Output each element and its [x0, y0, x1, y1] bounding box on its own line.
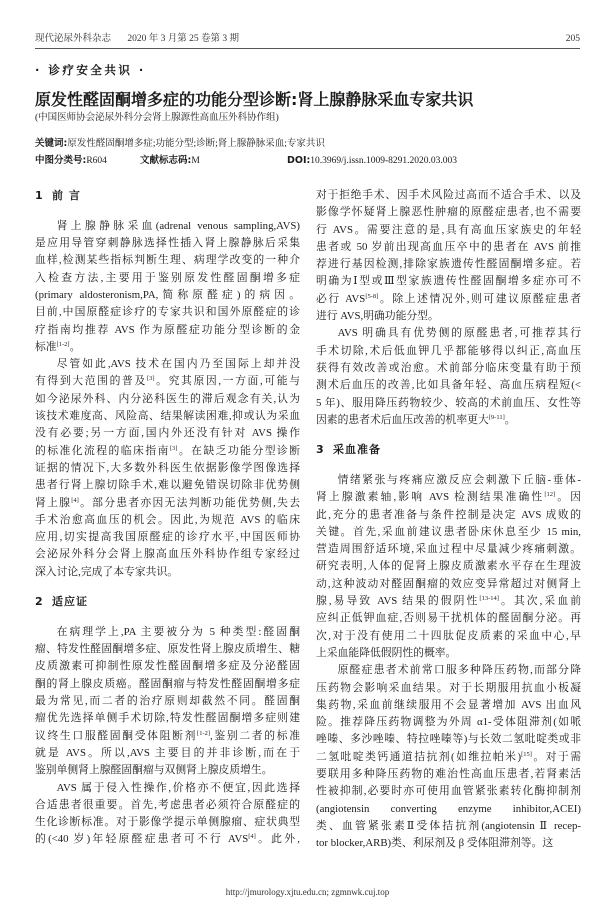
doi-label: DOI: [287, 155, 311, 166]
running-header [35, 31, 580, 49]
text-run: 标准 [35, 340, 57, 353]
text-line [35, 339, 300, 356]
classification-line [35, 154, 580, 168]
text-line: 酮的肾上腺皮质癌。醛固酮瘤与特发性醛固酮增多症 [35, 677, 300, 690]
article-authors: (中国医师协会泌尿外科分会肾上腺源性高血压外科协作组) [35, 113, 279, 123]
section-title: 前 言 [52, 189, 81, 202]
text-line [35, 443, 300, 460]
text-line: 压药物会影响采血结果。对于长期服用抗血小板凝 [316, 681, 581, 694]
clc-label: 中图分类号: [35, 155, 87, 166]
section-number: 2 [35, 595, 43, 609]
text-line: 入检查方法,主要用于鉴别原发性醛固酮增多症 [35, 271, 300, 284]
citation-superscript: [4] [71, 496, 79, 504]
text-line: AVS 属于侵入性操作,价格亦不便宜,因此选择 [56, 781, 300, 794]
text-line: 在病理学上,PA 主要被分为 5 种类型:醛固酮 [56, 625, 300, 638]
right-column [316, 187, 581, 855]
text-line: 患者或 50 岁前出现高血压卒中的患者在 AVS 前推 [316, 240, 581, 253]
text-line: 5 年)、服用降压药物较少、较高的术前血压、女性等 [316, 396, 581, 409]
keywords-text: 原发性醛固酮增多症;功能分型;诊断;肾上腺静脉采血;专家共识 [67, 139, 325, 149]
text-line: 对于拒绝手术、因手术风险过高而不适合手术、以及 [316, 189, 581, 201]
journal-name: 现代泌尿外科杂志 [35, 34, 112, 44]
paragraph [316, 662, 581, 852]
text-line: 动,这种波动对醛固酮瘤的效应变异常超过对侧肾上 [316, 577, 581, 590]
page-footer: http://jmurology.xjtu.edu.cn; zgmnwk.cuj.top [225, 887, 390, 897]
text-run: 必行 AVS [316, 292, 366, 305]
citation-superscript: [1-2] [56, 340, 70, 348]
text-line: 情绪紧张与疼痛应激反应会刺激下丘脑-垂体- [337, 473, 581, 486]
text-run: ,鉴别二者的标准 [210, 729, 300, 742]
citation-superscript: [13-14] [479, 595, 499, 603]
text-run: 。 [504, 413, 516, 426]
text-run: 。其次,采血前 [498, 595, 581, 608]
text-line: 类、血管紧张素Ⅱ受体拮抗剂(angiotensin Ⅱ recep- [316, 819, 581, 832]
paragraph [35, 356, 300, 581]
text-line: 险。推荐降压药物调整为外周 α1-受体阻滞剂(如哌 [316, 716, 581, 729]
section-heading [35, 187, 300, 204]
text-line: 次,对于没有使用二十四肽促皮质素的采血中心,早 [316, 629, 581, 642]
text-line: 疗指南均推荐 AVS 作为原醛症功能分型诊断的金 [35, 323, 300, 336]
text-line: 明确为Ⅰ型或Ⅲ型家族遗传性醛固酮增多症亦可不 [316, 275, 581, 288]
text-line [35, 728, 300, 745]
text-line: 患者行肾上腺切除手术,难以避免错误切除非优势侧 [35, 479, 300, 492]
text-line [35, 831, 300, 848]
text-run: 肾上腺激素轴,影响 AVS 检测结果准确性 [316, 491, 545, 504]
text-line: 瘤、特发性醛固酮增多症、原发性肾上腺皮质增生、糖 [35, 643, 300, 656]
paragraph [316, 325, 581, 429]
text-line: 应用,切实提高我国原醛症的诊疗水平,中国医师协 [35, 531, 300, 544]
clc-value: R604 [86, 156, 107, 166]
text-line: 该技术难度高、风险高、结果解读困难,抑或认为采血 [35, 410, 300, 423]
text-line: 瘤优先选择单侧手术切除,特发性醛固酮增多症则建 [35, 712, 300, 725]
text-line: 就是 AVS。所以,AVS 主要目的并非诊断,而在于 [35, 746, 300, 759]
section-title: 采血准备 [333, 443, 381, 457]
text-line: 集药物,采血前继续服用不会显著增加 AVS 出血风 [316, 698, 581, 711]
text-run: 腺,易导致 AVS 结果的假阴性 [316, 595, 480, 608]
text-run: 。此外, [255, 833, 300, 846]
text-line: (primary aldosteronism,PA,简称原醛症)的病因。 [35, 288, 300, 301]
paragraph [35, 624, 300, 780]
text-line [35, 373, 300, 390]
text-run: 。在缺乏功能分型诊断 [177, 444, 300, 457]
text-line: (angiotensin converting enzyme inhibitor,ACEI) [316, 802, 581, 815]
citation-superscript: [3] [146, 375, 155, 383]
text-line: 行 AVS。需要注意的是,具有高血压家族史的年轻 [316, 223, 581, 236]
text-line: 上采血能降低假阴性的概率。 [316, 646, 457, 659]
text-run: 。部分患者亦因无法判断功能优势侧,失去 [78, 496, 300, 509]
keywords-label: 关键词: [35, 138, 68, 149]
citation-superscript: [1-2] [197, 729, 211, 737]
text-line [35, 495, 300, 512]
citation-superscript: [15] [521, 750, 532, 758]
text-run: 。除上述情况外,则可建议原醛症患者 [378, 292, 581, 305]
text-line: tor blocker,ARB)类、利尿剂及 β 受体阻滞剂等。这 [316, 837, 554, 850]
document-code [140, 154, 200, 168]
text-run: 议终生口服醛固酮受体阻断剂 [35, 729, 198, 742]
citation-superscript: [12] [544, 491, 556, 499]
text-line: 荐进行基因检测,排除家族遗传性醛固酮增多症。若 [316, 258, 581, 271]
text-run: 肾上腺 [35, 496, 72, 509]
citation-superscript: [3] [169, 444, 178, 452]
citation-superscript: [9-11] [488, 413, 505, 421]
paragraph [35, 780, 300, 849]
text-line [316, 412, 581, 429]
text-run: 。对于需 [531, 750, 581, 763]
text-line: 皮质激素可抑制性原发性醛固酮增多症及分泌醛固 [35, 660, 300, 673]
text-line: 是应用导管穿刺静脉选择性插入肾上腺静脉后采集 [35, 237, 300, 250]
text-run: 二氢吡啶类钙通道拮抗剂(如维拉帕米) [316, 750, 522, 763]
text-run: 的(<40 岁)年轻原醛症患者可不行 AVS [35, 833, 249, 846]
section-title: 适应证 [52, 595, 88, 609]
paragraph [316, 187, 581, 325]
section-heading [35, 593, 300, 610]
citation-superscript: [5-8] [365, 292, 379, 300]
text-line: 合适患者很重要。首先,考虑患者必须符合原醛症的 [35, 798, 300, 811]
document-code-label: 文献标志码: [140, 155, 192, 166]
issue-info: 2020 年 3 月第 25 卷第 3 期 [127, 34, 240, 44]
text-line: AVS 明确具有优势侧的原醛患者,可推荐其行 [337, 327, 581, 340]
text-line: 原醛症患者术前常口服多种降压药物,而部分降 [337, 664, 581, 677]
text-run: 。因 [555, 491, 581, 504]
text-line: 影像学怀疑肾上腺恶性肿瘤的原醛症患者,也不需要 [316, 206, 581, 219]
document-code-value: M [191, 156, 200, 166]
text-line [316, 291, 581, 308]
text-line: 肾上腺静脉采血(adrenal venous sampling,AVS) [56, 219, 300, 232]
text-line: 关键。首先,采血前建议患者卧床休息至少 15 min, [316, 525, 581, 538]
text-line: 性被抑制,必要时亦可使用血管紧张素转化酶抑制剂 [316, 785, 581, 798]
text-line: 鉴别单侧肾上腺醛固酮瘤与双侧肾上腺皮质增生。 [35, 764, 273, 777]
clc-number [35, 154, 107, 168]
text-line: 如今泌尿外科、内分泌科医生的滞后观念有关,认为 [35, 392, 300, 405]
text-line: 手术切除,术后低血钾几乎都能够得以纠正,高血压 [316, 344, 581, 357]
citation-superscript: [4] [248, 833, 256, 841]
text-line: 唑嗪、多沙唑嗪、特拉唑嗪等)与长效二氢吡啶类或非 [316, 733, 581, 746]
keywords [35, 137, 580, 151]
text-line [316, 593, 581, 610]
text-line [316, 749, 581, 766]
text-line: 营造周围舒适环境,采血过程中尽量减少疼痛刺激。 [316, 543, 581, 556]
text-run: 的标准化流程的临床指南 [35, 444, 170, 457]
text-run: 。究其原因,一方面,可能与 [154, 375, 300, 388]
text-line: 尽管如此,AVS 技术在国内乃至国际上却并没 [56, 358, 300, 371]
text-run: 有得到大范围的普及 [35, 375, 147, 388]
doi [287, 154, 457, 168]
text-line: 生化诊断标准。对于影像学提示单侧腺瘤、症状典型 [35, 816, 300, 829]
text-line: 获得有效改善或治愈。术前部分临床变量有助于预 [316, 361, 581, 374]
text-line: 深入讨论,完成了本专家共识。 [35, 565, 179, 578]
section-number: 3 [316, 443, 324, 457]
text-line: 最为常见,而二者的治疗原则却截然不同。醛固酮 [35, 695, 300, 708]
text-line: 此,充分的患者准备与条件控制是决定 AVS 成败的 [316, 508, 581, 521]
text-line: 研究表明,人体的促肾上腺皮质激素水平存在生理波 [316, 560, 581, 573]
text-line: 目前,中国原醛症诊疗的专家共识和国外原醛症的诊 [35, 306, 300, 319]
doi-value: 10.3969/j.issn.1009-8291.2020.03.003 [310, 156, 458, 166]
text-line: 证据的情况下,大多数外科医生依据影像学图像选择 [35, 461, 300, 474]
text-line: 血样,检测某些指标判断生理、病理学改变的一种介 [35, 254, 300, 267]
text-line: 手术治愈高血压的机会。因此,为规范 AVS 的临床 [35, 513, 300, 526]
section-heading [316, 441, 581, 458]
text-line: 测术后血压的改善,比如具备年轻、高血压病程短(< [316, 379, 581, 392]
text-line: 要联用多种降压药物的难治性高血压患者,若肾素活 [316, 768, 581, 780]
text-run: 因素的患者术后血压改善的机率更大 [316, 413, 489, 426]
text-line [316, 489, 581, 506]
text-line: 会泌尿外科分会肾上腺高血压外科协作组专家经过 [35, 548, 300, 561]
text-line: 没有必要;另一方面,国内外还没有针对 AVS 操作 [35, 427, 300, 440]
text-line: 进行 AVS,明确功能分型。 [316, 310, 439, 323]
text-line: 应纠正低钾血症,否则易干扰机体的醛固酮分泌。再 [316, 612, 581, 625]
page-number: 205 [565, 34, 580, 44]
column-tag: · 诊疗安全共识 · [35, 63, 146, 77]
paragraph [35, 218, 300, 356]
paragraph [316, 472, 581, 662]
section-number: 1 [35, 189, 43, 202]
article-title: 原发性醛固酮增多症的功能分型诊断:肾上腺静脉采血专家共识 [35, 90, 474, 109]
text-run: 。 [69, 340, 81, 353]
left-column [35, 187, 300, 855]
